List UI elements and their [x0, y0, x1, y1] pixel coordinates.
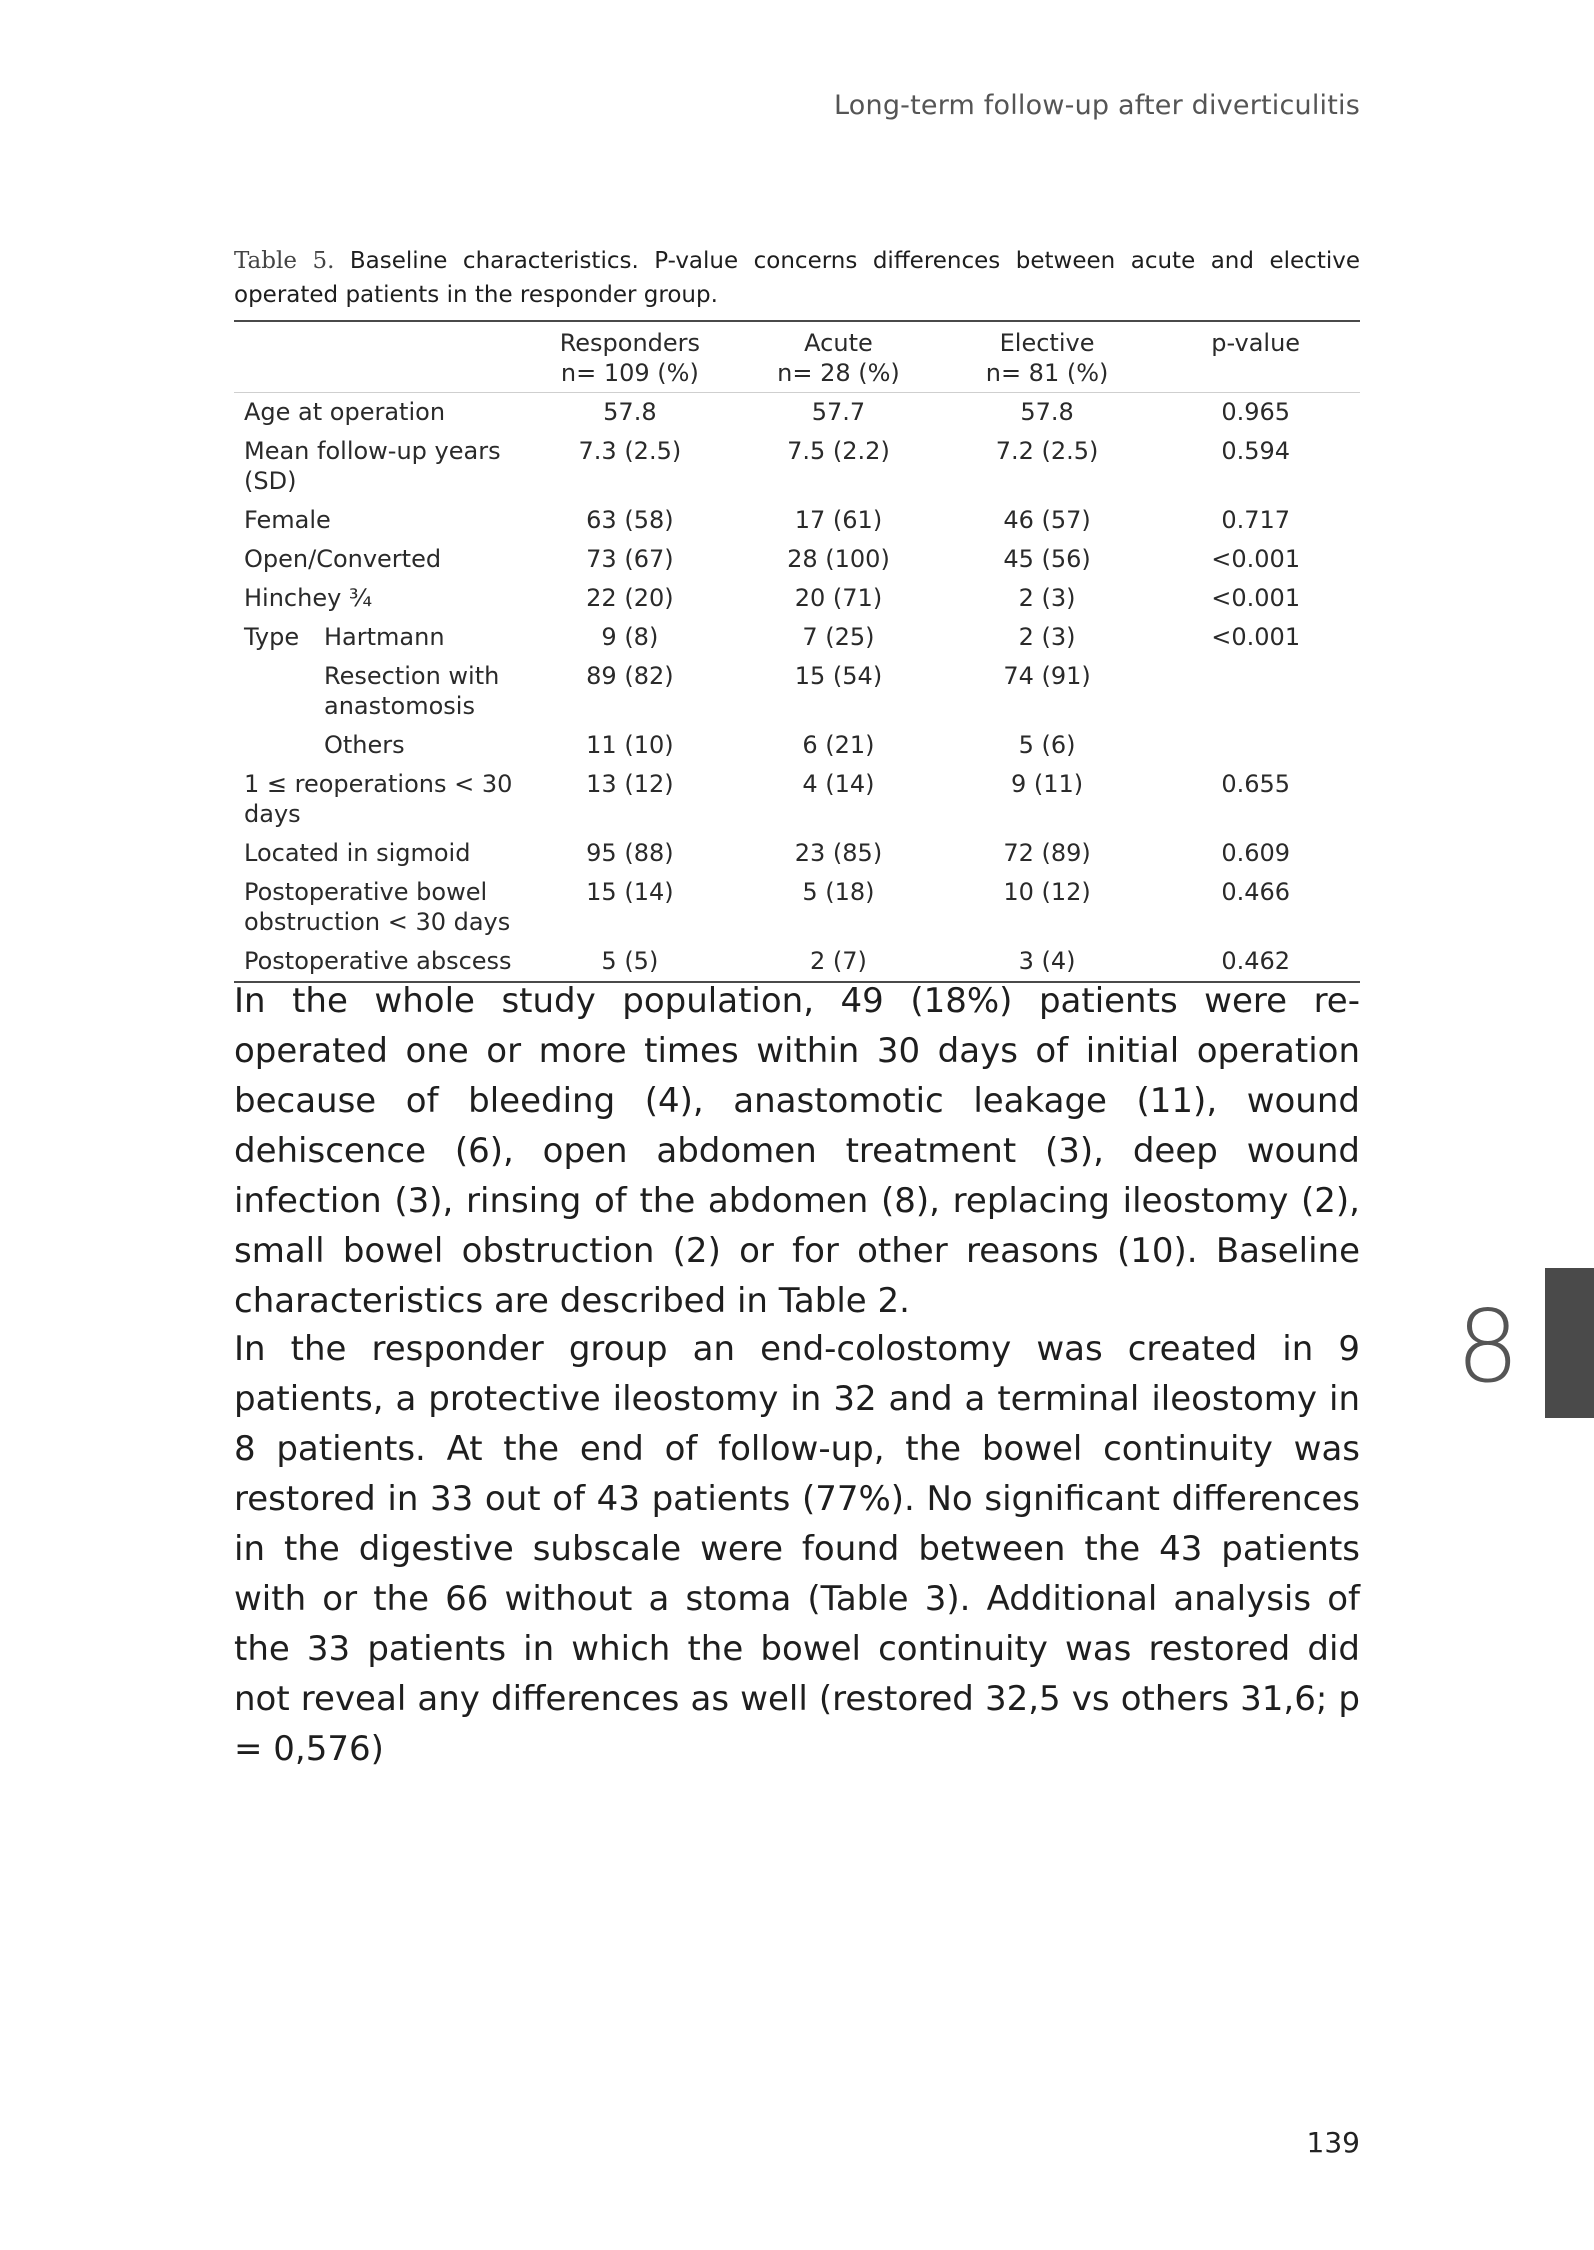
row-label: Female — [244, 506, 331, 534]
cell-p-value: <0.001 — [1211, 545, 1301, 573]
header-elective: Elective n= 81 (%) — [985, 329, 1109, 387]
cell-acute: 7 (25) — [802, 623, 875, 651]
baseline-table — [234, 320, 1360, 983]
cell-acute: 17 (61) — [794, 506, 883, 534]
cell-acute: 23 (85) — [794, 839, 883, 867]
row-label: Located in sigmoid — [244, 839, 471, 867]
cell-elective: 72 (89) — [1003, 839, 1091, 867]
cell-p-value — [1151, 657, 1360, 726]
row-label: Mean follow-up years (SD) — [244, 437, 501, 495]
cell-responders: 7.3 (2.5) — [578, 437, 682, 465]
cell-acute: 57.7 — [811, 398, 866, 426]
header-responders: Responders n= 109 (%) — [559, 329, 701, 387]
cell-p-value: 0.594 — [1221, 437, 1291, 465]
chapter-number: 8 — [1456, 1288, 1520, 1405]
cell-p-value: 0.965 — [1221, 398, 1291, 426]
row-label — [234, 618, 526, 657]
cell-elective: 10 (12) — [1003, 878, 1091, 906]
header-acute: Acute n= 28 (%) — [777, 329, 900, 387]
cell-responders: 63 (58) — [586, 506, 674, 534]
table-row — [234, 726, 1360, 765]
row-label: Postoperative abscess — [244, 947, 512, 975]
cell-p-value: <0.001 — [1211, 584, 1301, 612]
cell-acute: 28 (100) — [787, 545, 890, 573]
table-row — [234, 501, 1360, 540]
table-row — [234, 393, 1360, 433]
cell-acute: 20 (71) — [794, 584, 883, 612]
body-paragraph: In the responder group an end-colostomy was created in 9 patients, a protective ileostomy in 32 and a terminal ileostomy in 8 patients. At the end of follow-up, the bowel continuity was restored in 33 out of 43 patients (77%). No significant differences in the digestive subscale were found between the 43 patients with or the 66 without a stoma (Table 3). Additional analysis of the 33 patients in which the bowel continuity was restored did not reveal any differences as well (restored 32,5 vs others 31,6; p = 0,576) — [234, 1329, 1360, 1769]
cell-p-value: 0.462 — [1221, 947, 1291, 975]
cell-acute: 15 (54) — [794, 662, 883, 690]
cell-elective: 74 (91) — [1003, 662, 1091, 690]
cell-elective: 46 (57) — [1003, 506, 1091, 534]
cell-p-value: 0.466 — [1221, 878, 1291, 906]
cell-responders: 95 (88) — [586, 839, 674, 867]
cell-p-value: 0.609 — [1221, 839, 1291, 867]
table-row — [234, 618, 1360, 657]
cell-responders: 89 (82) — [586, 662, 674, 690]
type-sublabel: Hartmann — [324, 623, 445, 651]
cell-responders: 22 (20) — [586, 584, 674, 612]
cell-responders: 73 (67) — [586, 545, 674, 573]
row-label: Age at operation — [244, 398, 446, 426]
cell-responders: 11 (10) — [586, 731, 674, 759]
table-row — [234, 540, 1360, 579]
cell-elective: 57.8 — [1020, 398, 1074, 426]
cell-acute: 2 (7) — [810, 947, 867, 975]
header-blank — [234, 321, 526, 393]
caption-text: Baseline characteristics. P-value concerns differences between acute and elective operated patients in the responder group. — [234, 248, 1360, 308]
caption-label: Table 5. — [234, 248, 335, 274]
row-label: Open/Converted — [244, 545, 442, 573]
header-p-value: p-value — [1211, 329, 1301, 357]
cell-elective: 2 (3) — [1018, 584, 1076, 612]
cell-elective: 9 (11) — [1010, 770, 1084, 798]
chapter-thumb-tab — [1545, 1268, 1594, 1418]
cell-p-value: <0.001 — [1211, 623, 1301, 651]
cell-p-value: 0.655 — [1221, 770, 1291, 798]
cell-p-value — [1151, 726, 1360, 765]
cell-responders: 15 (14) — [586, 878, 674, 906]
cell-responders: 13 (12) — [586, 770, 674, 798]
running-header: Long-term follow-up after diverticulitis — [834, 90, 1360, 121]
table-row — [234, 579, 1360, 618]
cell-acute: 5 (18) — [802, 878, 875, 906]
cell-elective: 2 (3) — [1018, 623, 1076, 651]
cell-elective: 45 (56) — [1003, 545, 1091, 573]
table-row — [234, 765, 1360, 834]
row-label: Others — [324, 731, 405, 759]
row-label: Hinchey ¾ — [244, 584, 373, 612]
table-row — [234, 834, 1360, 873]
table-row — [234, 873, 1360, 942]
cell-elective: 7.2 (2.5) — [995, 437, 1099, 465]
row-label: 1 ≤ reoperations < 30 days — [244, 770, 513, 828]
cell-responders: 5 (5) — [601, 947, 659, 975]
table-row — [234, 657, 1360, 726]
page-number: 139 — [1306, 2126, 1360, 2159]
table-header-row — [234, 321, 1360, 393]
table-caption — [234, 244, 1360, 312]
cell-elective: 3 (4) — [1018, 947, 1076, 975]
cell-acute: 7.5 (2.2) — [787, 437, 890, 465]
type-group-label: Type — [244, 623, 300, 651]
cell-p-value: 0.717 — [1221, 506, 1291, 534]
cell-responders: 57.8 — [603, 398, 657, 426]
cell-responders: 9 (8) — [601, 623, 659, 651]
cell-elective: 5 (6) — [1018, 731, 1076, 759]
cell-acute: 6 (21) — [802, 731, 875, 759]
row-label: Postoperative bowel obstruction < 30 days — [244, 878, 511, 936]
table-row — [234, 432, 1360, 501]
row-label: Resection with anastomosis — [324, 662, 500, 720]
body-paragraph: In the whole study population, 49 (18%) patients were re-operated one or more times within 30 days of initial operation because of bleeding (4), anastomotic leakage (11), wound dehiscence (6), open abdomen treatment (3), deep wound infection (3), rinsing of the abdomen (8), replacing ileostomy (2), small bowel obstruction (2) or for other reasons (10). Baseline characteristics are described in Table 2. — [234, 981, 1360, 1321]
cell-acute: 4 (14) — [802, 770, 875, 798]
